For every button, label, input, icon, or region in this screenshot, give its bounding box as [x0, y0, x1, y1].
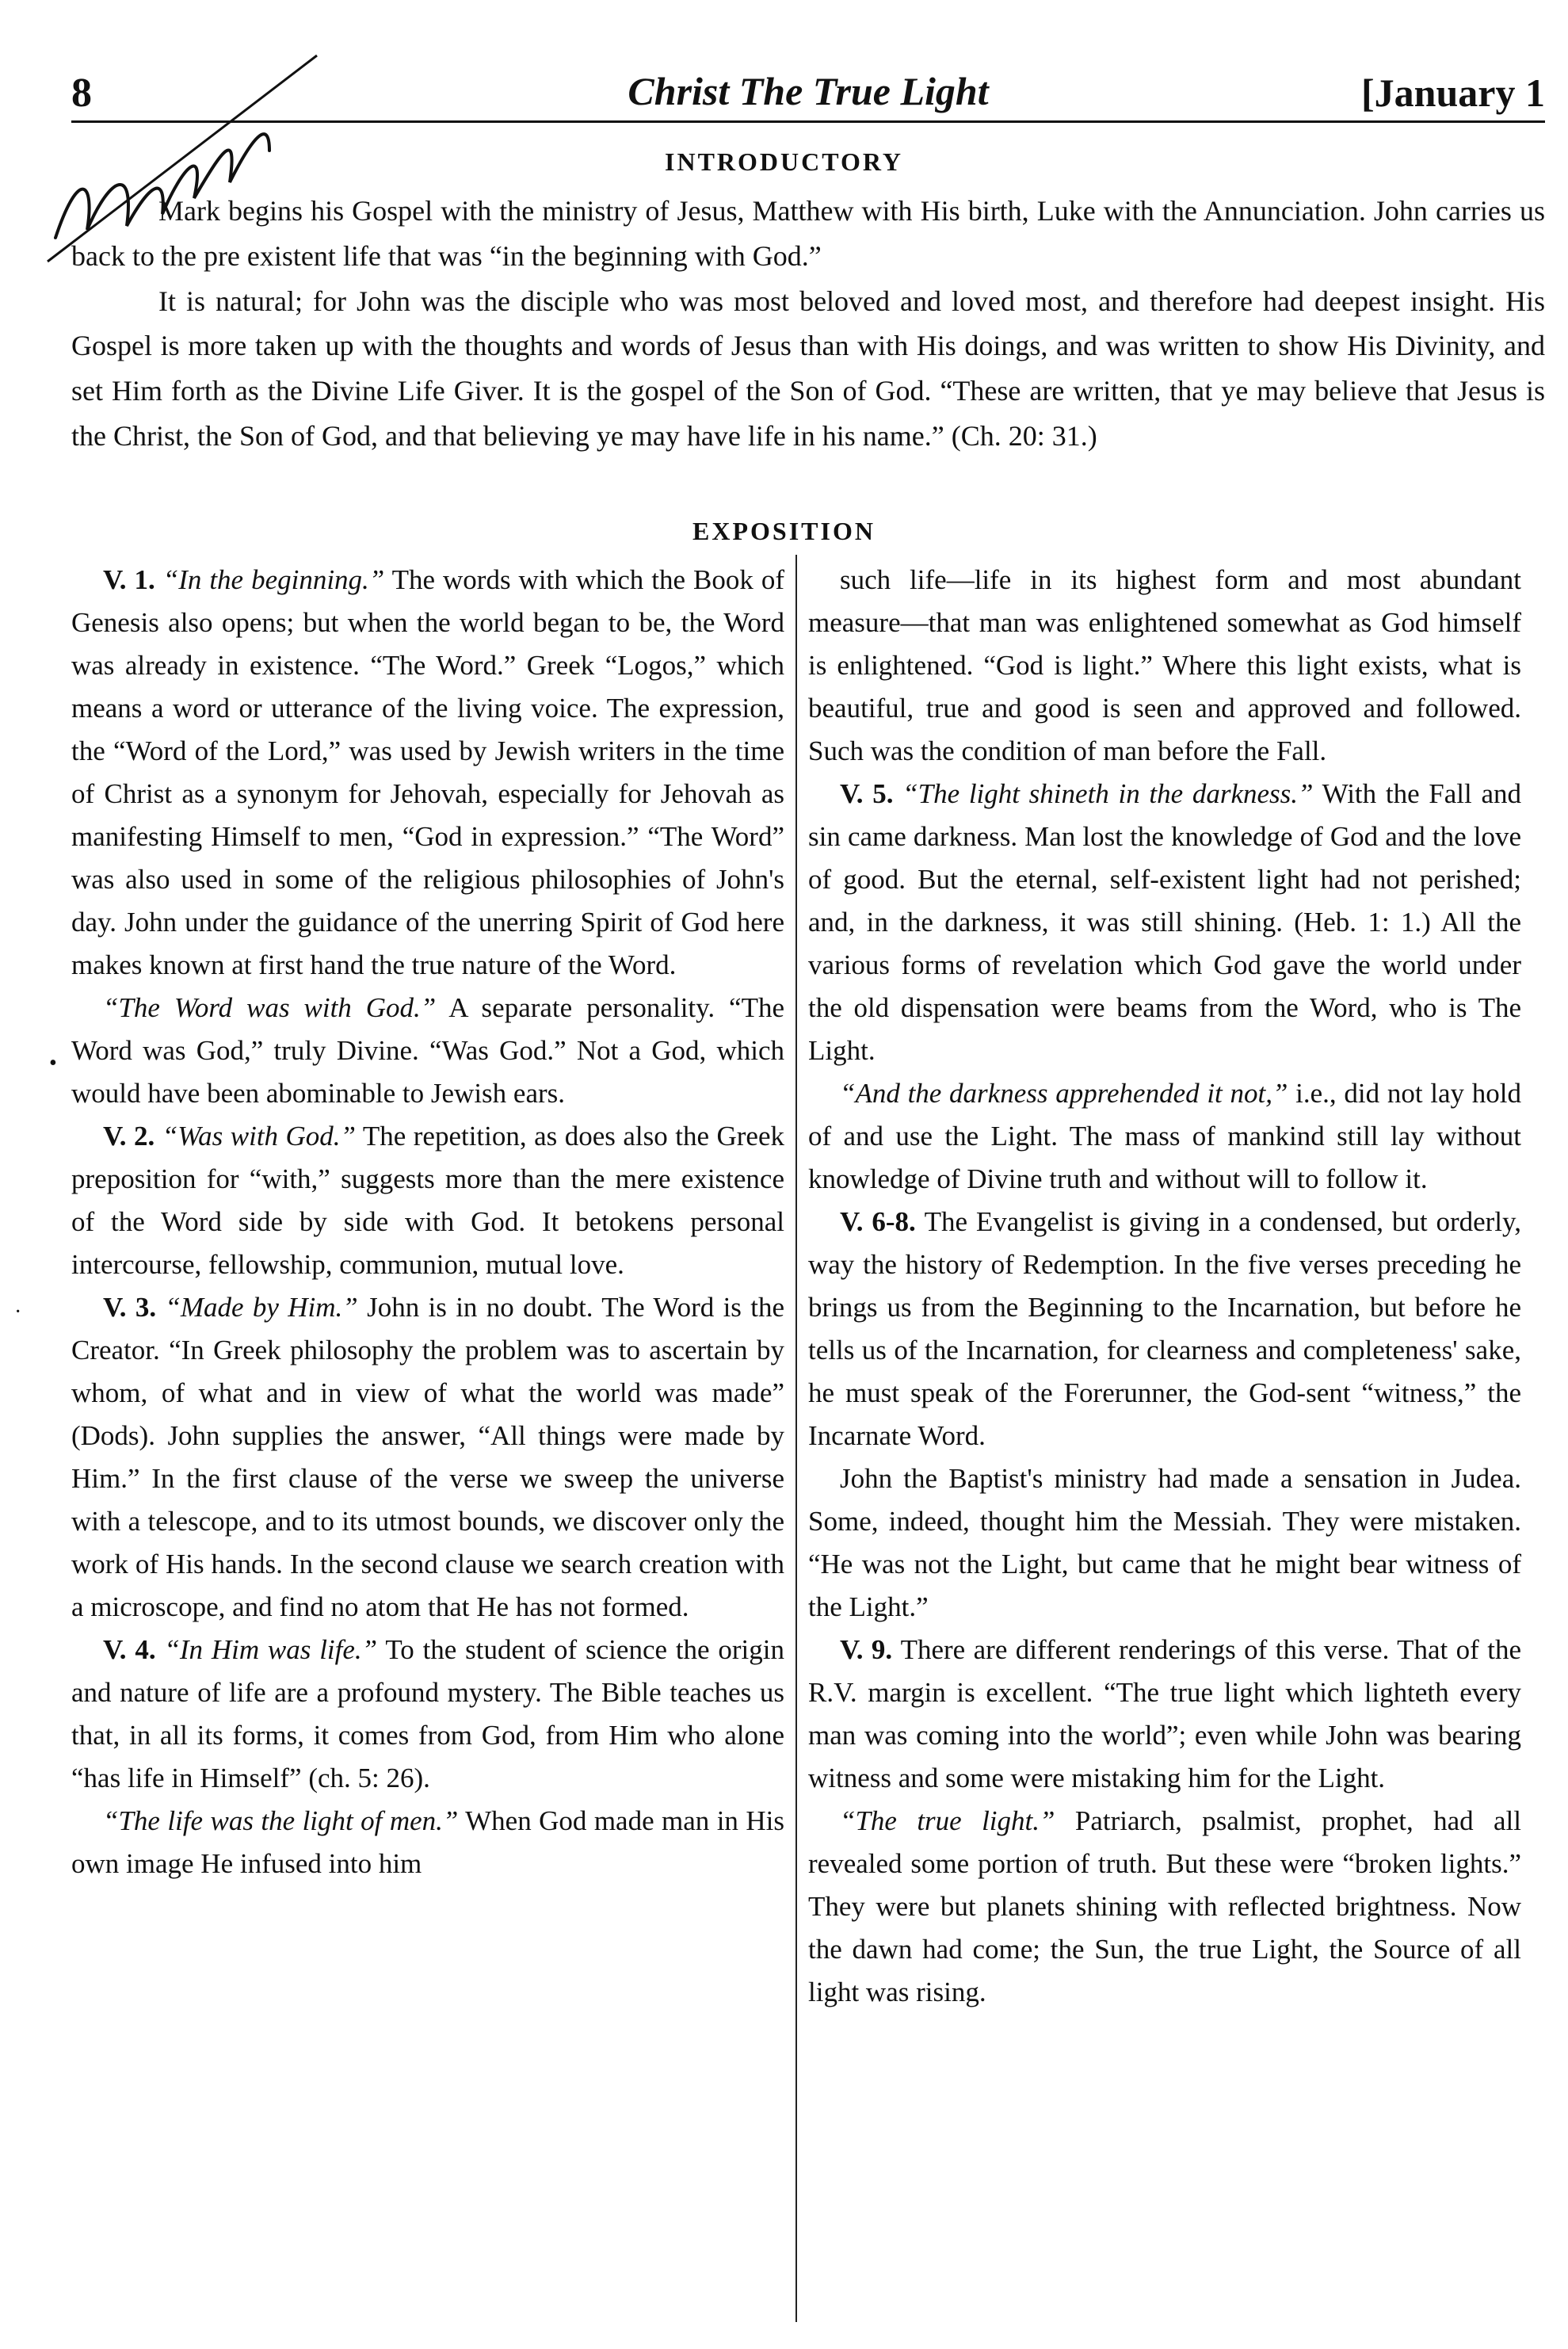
intro-paragraph-2: It is natural; for John was the disciple who was most beloved and loved most, and therefore had deepest insight. His Gospel is more taken up with the thoughts and words of Jesus than with His doings, and was written to show His Divinity, and set Him forth as the Divine Life Giver. It is the gospel of the Son of God. “These are written, that ye may believe that Jesus is the Christ, the Son of God, and that believing ye may have life in his name.” (Ch. 20: 31.)	[71, 285, 1545, 452]
page-number: 8	[71, 71, 92, 116]
scripture-quote: “In Him was life.”	[164, 1634, 378, 1665]
verse-reference: V. 4.	[103, 1634, 165, 1665]
commentary-text: such life—life in its highest form and most abundant measure—that man was enlightened somewhat as God himself is enlightened. “God is light.” Where this light exists, what is beautiful, true and good is seen and approved and followed. Such was the condition of man before the Fall.	[808, 564, 1521, 766]
exposition-paragraph	[808, 1800, 1521, 2014]
verse-reference: V. 1.	[103, 564, 163, 595]
introductory-section	[71, 189, 1545, 459]
scripture-quote: “Was with God.”	[162, 1121, 357, 1152]
scripture-quote: “And the darkness apprehended it not,”	[840, 1078, 1288, 1109]
margin-bullet: •	[49, 1051, 57, 1075]
verse-reference: V. 2.	[103, 1121, 162, 1152]
commentary-text: When God made man in His own image He infused into him	[71, 1805, 784, 1879]
exposition-paragraph	[71, 1115, 784, 1286]
exposition-heading: EXPOSITION	[692, 517, 876, 545]
commentary-text: The words with which the Book of Genesis also opens; but when the world began to be, the Word was already in existence. “The Word.” Greek “Logos,” which means a word or utterance of the living voice. The expression, the “Word of the Lord,” was used by Jewish writers in the time of Christ as a synonym for Jehovah, especially for Jehovah as manifesting Himself to men, “God in expression.” “The Word” was also used in some of the religious philosophies of John's day. John under the guidance of the unerring Spirit of God here makes known at first hand the true nature of the Word.	[71, 564, 785, 980]
exposition-paragraph	[71, 1629, 784, 1800]
intro-paragraph-1: Mark begins his Gospel with the ministry of Jesus, Matthew with His birth, Luke with the Annunciation. John carries us back to the pre existent life that was “in the beginning with God.”	[71, 195, 1545, 272]
commentary-text: To the student of science the origin and nature of life are a profound mystery. The Bible teaches us that, in all its forms, it comes from God, from Him who alone “has life in Himself” (ch. 5: 26).	[71, 1634, 785, 1793]
commentary-text: The Evangelist is giving in a condensed, but orderly, way the history of Redemption. In the five verses preceding he brings us from the Beginning to the Incarnation, but before he tells us of the Incarnation, for clearness and completeness' sake, he must speak of the Forerunner, the God-sent “witness,” the Incarnate Word.	[808, 1206, 1522, 1451]
running-title: Christ The True Light	[628, 69, 989, 113]
commentary-text: There are different renderings of this verse. That of the R.V. margin is excellent. “The true light which lighteth every man was coming into the world”; even while John was bearing witness and some were mistaking him for the Light.	[808, 1634, 1521, 1793]
issue-date: [January 1	[1361, 71, 1545, 115]
exposition-paragraph	[71, 559, 784, 987]
commentary-text: Patriarch, psalmist, prophet, had all revealed some portion of truth. But these were “broken lights.” They were but planets shining with reflected brightness. Now the dawn had come; the Sun, the true Light, the Source of all light was rising.	[808, 1805, 1522, 2007]
verse-reference: V. 3.	[103, 1292, 166, 1323]
exposition-left-column	[71, 559, 784, 1885]
exposition-paragraph	[71, 1800, 784, 1885]
scripture-quote: “The life was the light of men.”	[103, 1805, 459, 1836]
exposition-paragraph	[71, 987, 784, 1115]
exposition-paragraph	[71, 1286, 784, 1629]
exposition-paragraph	[808, 773, 1521, 1072]
scripture-quote: “The light shineth in the darkness.”	[902, 778, 1314, 809]
commentary-text: With the Fall and sin came darkness. Man lost the knowledge of God and the love of good. But the eternal, self-existent light had not perished; and, in the darkness, it was still shining. (Heb. 1: 1.) All the various forms of revelation which God gave the world under the old dispensation were beams from the Word, who is The Light.	[808, 778, 1521, 1066]
scripture-quote: “Made by Him.”	[165, 1292, 358, 1323]
commentary-text: John is in no doubt. The Word is the Creator. “In Greek philosophy the problem was to ascertain by whom, of what and in view of what the world was made” (Dods). John supplies the answer, “All things were made by Him.” In the first clause of the verse we sweep the universe with a telescope, and to its utmost bounds, we discover only the work of His hands. In the second clause we search creation with a microscope, and find no atom that He has not formed.	[71, 1292, 785, 1622]
exposition-paragraph	[808, 1629, 1521, 1800]
introductory-heading: INTRODUCTORY	[665, 147, 903, 176]
verse-reference: V. 5.	[840, 778, 903, 809]
commentary-text: John the Baptist's ministry had made a sensation in Judea. Some, indeed, thought him the Messiah. They were mistaken. “He was not the Light, but came that he might bear witness of the Light.”	[808, 1463, 1521, 1622]
verse-reference: V. 9.	[840, 1634, 901, 1665]
exposition-paragraph	[808, 559, 1521, 773]
exposition-paragraph	[808, 1201, 1521, 1457]
margin-dot: ·	[14, 1300, 22, 1324]
column-divider	[795, 555, 797, 2322]
commentary-text: The repetition, as does also the Greek preposition for “with,” suggests more than the mere existence of the Word side by side with God. It betokens personal intercourse, fellowship, communion, mutual love.	[71, 1121, 784, 1280]
scripture-quote: “The true light.”	[840, 1805, 1055, 1836]
commentary-text: A separate personality. “The Word was God,” truly Divine. “Was God.” Not a God, which would have been abominable to Jewish ears.	[71, 992, 785, 1109]
scripture-quote: “In the beginning.”	[162, 564, 385, 595]
commentary-text: i.e., did not lay hold of and use the Light. The mass of mankind still lay without knowledge of Divine truth and without will to follow it.	[808, 1078, 1521, 1194]
scripture-quote: “The Word was with God.”	[103, 992, 437, 1023]
exposition-paragraph	[808, 1072, 1521, 1201]
verse-reference: V. 6-8.	[840, 1206, 925, 1237]
exposition-paragraph	[808, 1457, 1521, 1629]
exposition-right-column	[808, 559, 1521, 2014]
